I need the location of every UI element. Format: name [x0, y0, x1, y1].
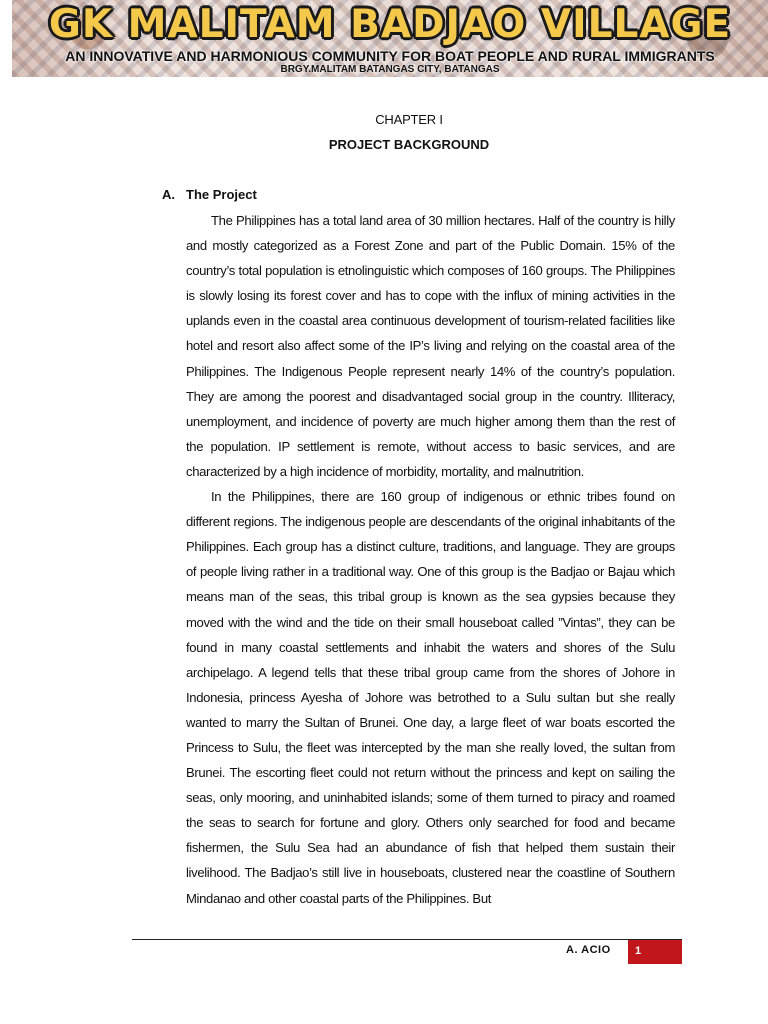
section-title: The Project: [186, 187, 257, 202]
footer-divider: [132, 939, 682, 940]
page-number: 1: [628, 940, 682, 964]
paragraph: The Philippines has a total land area of 30 million hectares. Half of the country is hilly and mostly categorized as a Forest Zone and part of the Public Domain. 15% of the country’s total population is etnolinguistic which composes of 160 groups. The Philippines is slowly losing its forest cover and has to cope with the influx of mining activities in the uplands even in the coastal area continuous development of tourism-related facilities like hotel and resort also affect some of the IP’s living and relying on the coastal area of the Philippines. The Indigenous People represent nearly 14% of the country’s population. They are among the poorest and disadvantaged social group in the country. Illiteracy, unemployment, and incidence of poverty are much higher among them than the rest of the population. IP settlement is remote, without access to basic services, and are characterized by a high incidence of morbidity, mortality, and malnutrition.: [186, 213, 675, 479]
section-heading: [162, 187, 257, 202]
chapter-label: CHAPTER I: [375, 112, 443, 127]
body-text: [186, 208, 675, 911]
header-banner: [12, 0, 768, 77]
banner-address: BRGY.MALITAM BATANGAS CITY, BATANGAS: [280, 64, 500, 75]
banner-subtitle: AN INNOVATIVE AND HARMONIOUS COMMUNITY FOR BOAT PEOPLE AND RURAL IMMIGRANTS: [65, 48, 715, 64]
banner-title: GK MALITAM BADJAO VILLAGE: [48, 2, 732, 47]
chapter-title: PROJECT BACKGROUND: [328, 137, 490, 152]
section-number: A.: [162, 187, 175, 202]
paragraph: In the Philippines, there are 160 group of indigenous or ethnic tribes found on different regions. The indigenous people are descendants of the original inhabitants of the Philippines. Each group has a distinct culture, traditions, and language. They are groups of people living rather in a traditional way. One of this group is the Badjao or Bajau which means man of the seas, this tribal group is known as the sea gypsies because they moved with the wind and the tide on their small houseboat called ”Vintas”, they can be found in many coastal settlements and inhabit the waters and shores of the Sulu archipelago. A legend tells that these tribal group came from the shores of Johore in Indonesia, princess Ayesha of Johore was betrothed to a Sulu sultan but she really wanted to marry the Sultan of Brunei. One day, a large fleet of war boats escorted the Princess to Sulu, the fleet was intercepted by the man she really loved, the sultan from Brunei. The escorting fleet could not return without the princess and kept on sailing the seas, only mooring, and uninhabited islands; some of them turned to piracy and roamed the seas to search for fortune and glory. Others only searched for food and became fishermen, the Sulu Sea had an abundance of fish that helped them sustain their livelihood. The Badjao’s still live in houseboats, clustered near the coastline of Southern Mindanao and other coastal parts of the Philippines. But: [186, 489, 675, 906]
footer-author: A. ACIO: [566, 944, 611, 956]
